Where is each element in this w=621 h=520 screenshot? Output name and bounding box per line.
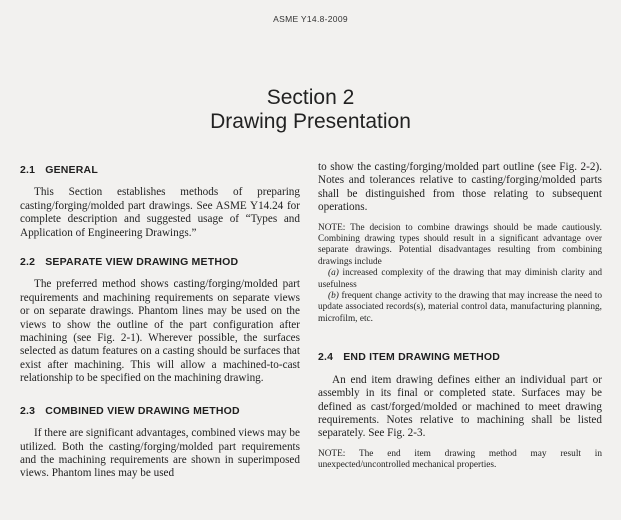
note-item-marker: (b): [328, 291, 339, 302]
note-item-b: [318, 291, 602, 325]
note-item-text: increased complexity of the drawing that may diminish clarity and usefulness: [318, 268, 602, 290]
heading-text: GENERAL: [45, 164, 98, 176]
heading-text: COMBINED VIEW DRAWING METHOD: [45, 404, 240, 417]
heading-text: SEPARATE VIEW DRAWING METHOD: [45, 256, 239, 269]
right-column: [318, 161, 602, 472]
paragraph-2-3-continued: to show the casting/forging/molded part outline (see Fig. 2-2). Notes and tolerances relative to casting/forging/molded parts shall be distinguished from those relating to subsequent operations.: [318, 161, 602, 214]
heading-number: 2.1: [20, 164, 36, 176]
running-head: ASME Y14.8-2009: [273, 14, 348, 24]
section-label: Section 2: [266, 86, 355, 109]
note-2-4: NOTE: The end item drawing method may result in unexpected/uncontrolled mechanical properties.: [318, 448, 602, 471]
paragraph-2-1: This Section establishes methods of preparing casting/forging/molded part drawings. See ASME Y14.24 for complete description and suggested usage of “Types and Application of Engineering Drawings.”: [20, 186, 300, 239]
heading-text: END ITEM DRAWING METHOD: [343, 351, 501, 364]
paragraph-2-2: The preferred method shows casting/forging/molded part requirements and machining requirements on separate views or on separate drawings. Phantom lines may be used on the views to show the outline of the part configuration after machining (see Fig. 2-1). Wherever possible, the surfaces selected as datum features on a casting should be surfaces that exist after machining. This will allow a machined-to-cast relationship to be specified on the machining drawing.: [20, 278, 300, 385]
left-column: [20, 164, 300, 481]
heading-number: 2.3: [20, 404, 36, 417]
note-item-marker: (a): [328, 268, 339, 279]
note-text: NOTE: The decision to combine drawings should be made cautiously. Combining drawing types should result in a significant advantage over separate drawings. Potential disadvantages resulting from combining drawings include: [318, 222, 602, 267]
heading-2-2: [20, 256, 300, 269]
note-2-3: [318, 223, 602, 326]
section-name: Drawing Presentation: [210, 110, 411, 133]
section-title: [0, 86, 621, 134]
paragraph-2-3: If there are significant advantages, combined views may be utilized. Both the casting/forging/molded part requirements and the machining requirements are shown in superimposed views. Phantom lines may be used: [20, 427, 300, 480]
heading-2-3: [20, 405, 300, 418]
heading-2-4: [318, 351, 602, 364]
paragraph-2-4: An end item drawing defines either an individual part or assembly in its final or completed state. Surfaces may be defined as cast/forged/molded or machined to meet drawing requirements. Notes relative to machining shall be listed separately. See Fig. 2-3.: [318, 373, 602, 440]
heading-number: 2.2: [20, 256, 36, 269]
note-item-a: [318, 268, 602, 291]
heading-number: 2.4: [318, 351, 334, 364]
note-item-text: frequent change activity to the drawing that may increase the need to update associated records(s), material control data, manufacturing planning, microfilm, etc.: [318, 291, 602, 324]
heading-2-1: [20, 164, 300, 177]
